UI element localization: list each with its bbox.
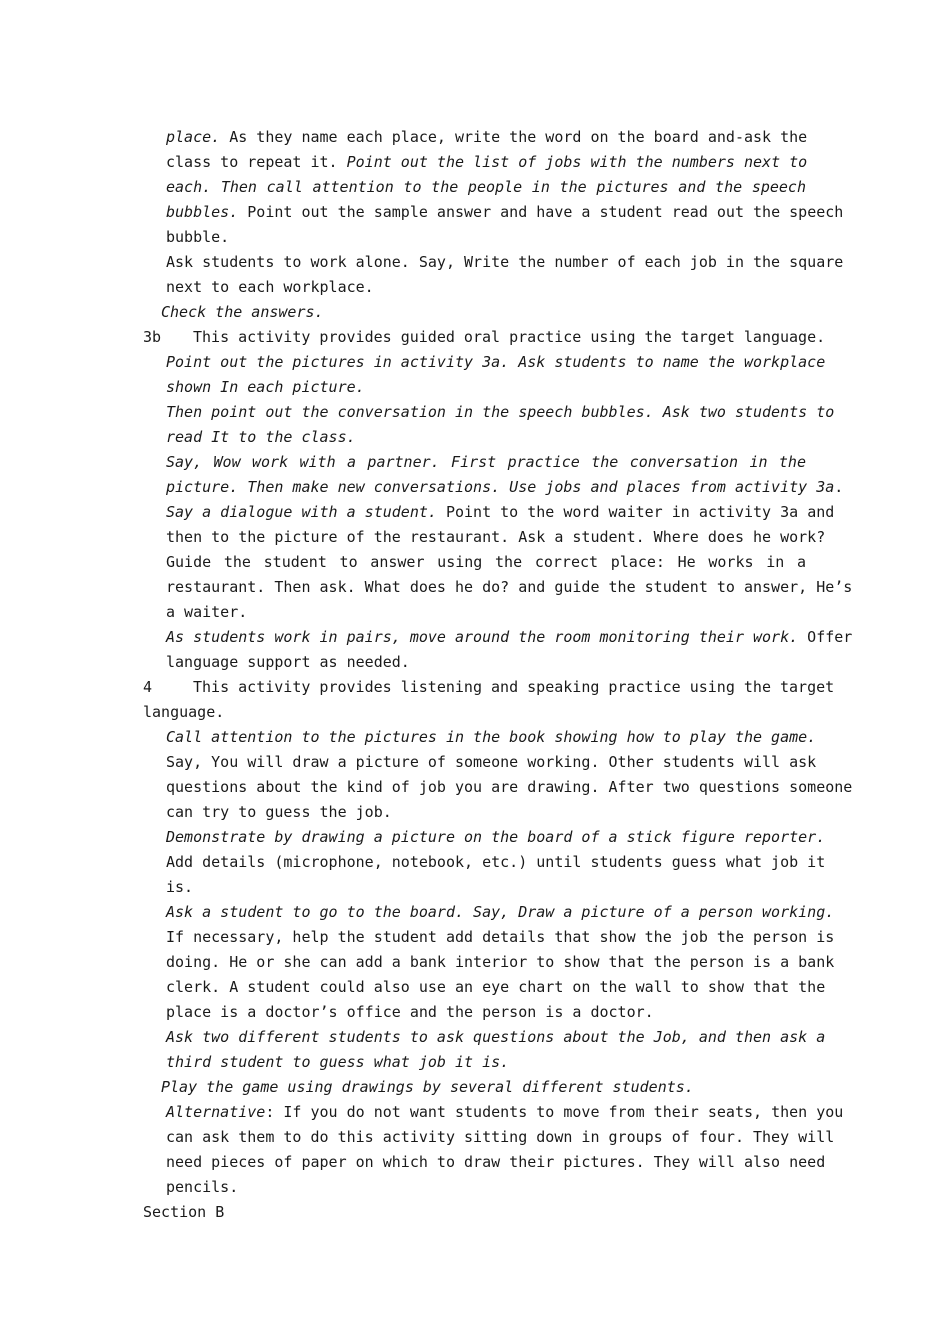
text-line: read It to the class. <box>166 428 356 446</box>
text-line: place. As they name each place, write the word on the board and-ask the <box>166 128 808 146</box>
section-heading-4: 4 This activity provides listening and speaking practice using the target <box>143 678 835 696</box>
text-line: Guide the student to answer using the correct place: He works in a <box>166 553 806 571</box>
text-line: bubble. <box>166 228 230 246</box>
text-line: Say, You will draw a picture of someone working. Other students will ask <box>166 753 817 771</box>
text-line: next to each workplace. <box>166 278 374 296</box>
text-line: language support as needed. <box>166 653 410 671</box>
text-line: can try to guess the job. <box>166 803 392 821</box>
text-line: Play the game using drawings by several different students. <box>161 1078 694 1096</box>
text-line: Add details (microphone, notebook, etc.) until students guess what job it <box>166 853 826 871</box>
text-line: place is a doctor’s office and the person is a doctor. <box>166 1003 654 1021</box>
text-line: doing. He or she can add a bank interior to show that the person is a bank <box>166 953 835 971</box>
text-line: As students work in pairs, move around the room monitoring their work. Offer <box>166 628 853 646</box>
text-line: Then point out the conversation in the speech bubbles. Ask two students to <box>166 403 835 421</box>
text-line: class to repeat it. Point out the list of jobs with the numbers next to <box>166 153 808 171</box>
text-line: Call attention to the pictures in the book showing how to play the game. <box>166 728 817 746</box>
text-line: need pieces of paper on which to draw their pictures. They will also need <box>166 1153 826 1171</box>
text-line: a waiter. <box>166 603 248 621</box>
text-line: Ask a student to go to the board. Say, Draw a picture of a person working. <box>166 903 835 921</box>
text-line: Say a dialogue with a student. Point to the word waiter in activity 3a and <box>166 503 835 521</box>
text-line: is. <box>166 878 194 896</box>
text-line: then to the picture of the restaurant. Ask a student. Where does he work? <box>166 528 826 546</box>
text-line: Demonstrate by drawing a picture on the board of a stick figure reporter. <box>166 828 826 846</box>
text-line: questions about the kind of job you are drawing. After two questions someone <box>166 778 853 796</box>
text-line: Ask two different students to ask questions about the Job, and then ask a <box>166 1028 826 1046</box>
section-b-heading: Section B <box>143 1203 225 1221</box>
activity-number: 4 <box>143 678 153 696</box>
activity-number: 3b <box>143 328 162 346</box>
text-line: Check the answers. <box>161 303 324 321</box>
text-line: Say, Wow work with a partner. First practice the conversation in the <box>166 453 806 471</box>
text-line: shown In each picture. <box>166 378 365 396</box>
text-line: pencils. <box>166 1178 239 1196</box>
text-line: third student to guess what job it is. <box>166 1053 510 1071</box>
text-line: bubbles. Point out the sample answer and have a student read out the speech <box>166 203 844 221</box>
text-line: If necessary, help the student add details that show the job the person is <box>166 928 835 946</box>
text-line: Alternative: If you do not want students to move from their seats, then you <box>166 1103 844 1121</box>
text-line: Ask students to work alone. Say, Write the number of each job in the square <box>166 253 844 271</box>
text-line: Point out the pictures in activity 3a. Ask students to name the workplace <box>166 353 826 371</box>
text-line: restaurant. Then ask. What does he do? and guide the student to answer, He’s <box>166 578 853 596</box>
text-line: picture. Then make new conversations. Use jobs and places from activity 3a. <box>166 478 844 496</box>
section-heading-3b: 3b This activity provides guided oral practice using the target language. <box>143 328 826 346</box>
text-line: language. <box>143 703 225 721</box>
text-line: clerk. A student could also use an eye chart on the wall to show that the <box>166 978 826 996</box>
text-line: can ask them to do this activity sitting down in groups of four. They will <box>166 1128 835 1146</box>
text-line: each. Then call attention to the people in the pictures and the speech <box>166 178 806 196</box>
